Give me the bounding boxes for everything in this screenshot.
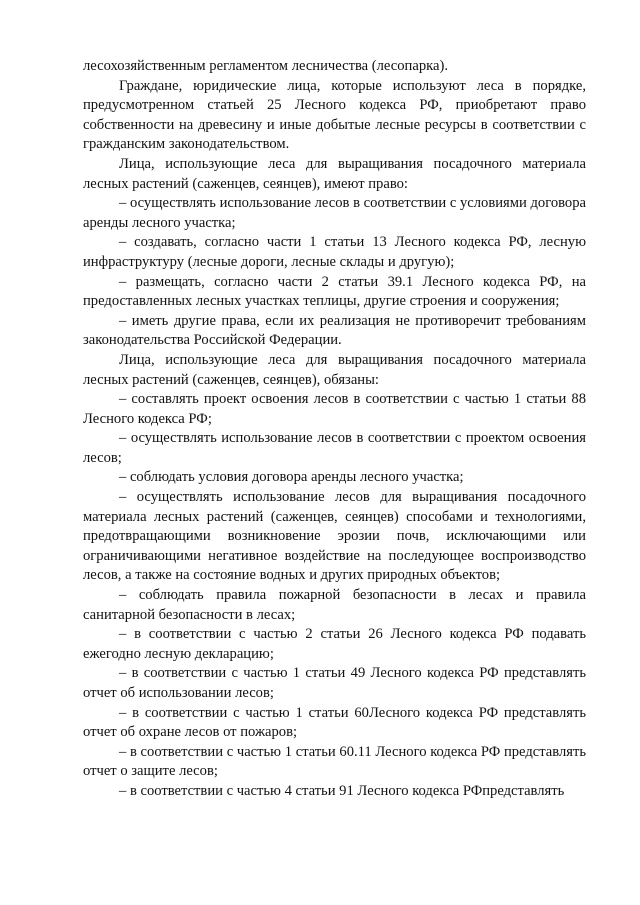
paragraph-ownership-rights: Граждане, юридические лица, которые используют леса в порядке, предусмотренном статьей 25 Лесного кодекса РФ, приобретают право собственности на древесину и иные добытые лесные ресурсы в соответствии с гражданским законодательством. xyxy=(83,77,586,153)
list-item-right-other: – иметь другие права, если их реализация не противоречит требованиям законодательства Российской Федерации. xyxy=(83,312,586,349)
list-item-duty-fire-safety: – соблюдать правила пожарной безопасности в лесах и правила санитарной безопасности в лесах; xyxy=(83,587,586,623)
document-page xyxy=(83,57,586,802)
paragraph-obligations-intro: Лица, использующие леса для выращивания посадочного материала лесных растений (саженцев, сеянцев), обязаны: xyxy=(83,351,586,388)
list-item-duty-fire-report: – в соответствии с частью 1 статьи 60Лесного кодекса РФ представлять отчет об охране лесов от пожаров; xyxy=(83,704,586,741)
list-item-duty-use-per-project: – осуществлять использование лесов в соответствии с проектом освоения лесов; xyxy=(83,430,586,466)
list-item-duty-protection-report: – в соответствии с частью 1 статьи 60.11 Лесного кодекса РФ представлять отчет о защите лесов; xyxy=(83,743,586,780)
list-item-duty-use-report: – в соответствии с частью 1 статьи 49 Лесного кодекса РФ представлять отчет об использовании лесов; xyxy=(83,665,586,701)
list-item-right-use-forests: – осуществлять использование лесов в соответствии с условиями договора аренды лесного участка; xyxy=(83,195,586,231)
list-item-duty-lease-terms: – соблюдать условия договора аренды лесного участка; xyxy=(119,469,464,486)
list-item-duty-article-91: – в соответствии с частью 4 статьи 91 Лесного кодекса РФпредставлять xyxy=(119,782,565,799)
list-item-duty-project: – составлять проект освоения лесов в соответствии с частью 1 статьи 88 Лесного кодекса РФ; xyxy=(83,391,586,427)
list-item-right-infrastructure: – создавать, согласно части 1 статьи 13 Лесного кодекса РФ, лесную инфраструктуру (лесные дороги, лесные склады и другую); xyxy=(83,234,586,270)
paragraph-continuation: лесохозяйственным регламентом лесничества (лесопарка). xyxy=(83,58,448,74)
paragraph-rights-intro: Лица, использующие леса для выращивания посадочного материала лесных растений (саженцев, сеянцев), имеют право: xyxy=(83,155,586,192)
list-item-duty-declaration: – в соответствии с частью 2 статьи 26 Лесного кодекса РФ подавать ежегодно лесную декларацию; xyxy=(83,626,586,662)
list-item-right-greenhouses: – размещать, согласно части 2 статьи 39.1 Лесного кодекса РФ, на предоставленных лесных участках теплицы, другие строения и сооружения; xyxy=(83,273,586,310)
list-item-duty-methods: – осуществлять использование лесов для выращивания посадочного материала лесных растений (саженцев, сеянцев) способами и технологиями, предотвращающими возникновение эрозии почв, исключающими или ограничивающими негативное воздействие на последующее воспроизводство лесов, а также на состояние водных и других природных объектов; xyxy=(83,489,586,584)
